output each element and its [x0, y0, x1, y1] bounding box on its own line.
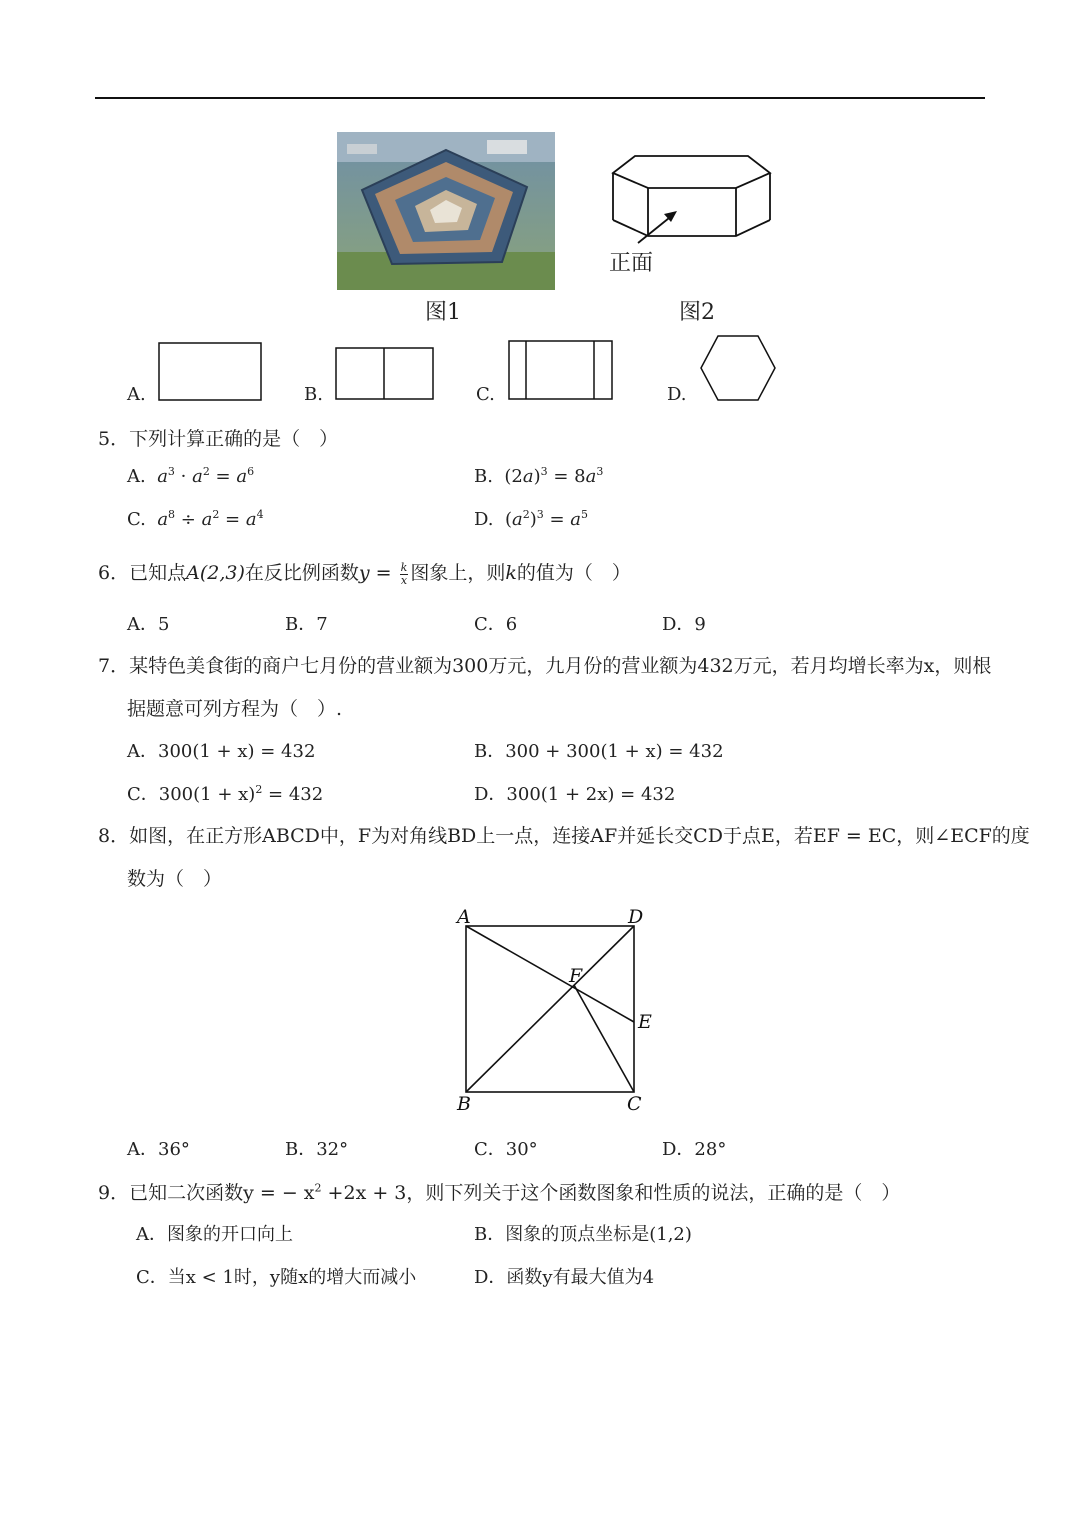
vertex-d-label: D: [628, 906, 644, 928]
q4-option-c-label: C.: [476, 384, 495, 405]
q9-option-d: D．函数y有最大值为4: [474, 1267, 655, 1288]
segment-ae: [466, 926, 634, 1022]
q4-option-d-label: D.: [667, 384, 687, 405]
q9-stem: 9．已知二次函数y = − $x^2 +2x + 3$，则下列关于这个函数图象和性质的说法，正确的是（ ）: [98, 1181, 901, 1204]
q5-option-a: A. $a^3 \cdot a^2 = a^6$: [127, 465, 255, 487]
vertex-a-label: A: [457, 906, 471, 928]
q4-option-a-label: A.: [127, 384, 146, 405]
q8-stem-line2: 数为（ ）: [127, 868, 223, 890]
q6-option-c: C．6: [474, 614, 518, 635]
q7-option-a: A．300(1 + x) = 432: [127, 741, 316, 762]
q5-option-b: B. $(2a)^3 = 8a^3$: [474, 465, 604, 487]
q8-stem-line1: 8．如图，在正方形ABCD中，F为对角线BD上一点，连接AF并延长交CD于点E，若EF = EC，则∠ECF的度: [98, 825, 1030, 847]
q6-option-d: D．9: [662, 614, 706, 635]
q6-stem: 6．已知点A(2,3)在反比例函数y = $\frac{k}{x}$ 图象上，则k的值为（ ）: [98, 560, 631, 587]
q7-option-c: C．$300(1 + x)^2 = 432$: [127, 783, 324, 805]
q7-option-b: B．300 + 300(1 + x) = 432: [474, 741, 724, 762]
q4-option-a-rectangle: [158, 342, 262, 402]
q8-option-d: D．28°: [662, 1139, 727, 1160]
q9-option-a: A．图象的开口向上: [136, 1224, 293, 1245]
q9-option-b: B．图象的顶点坐标是(1,2): [474, 1224, 692, 1245]
q6-option-b: B．7: [285, 614, 328, 635]
point-e-label: E: [638, 1011, 652, 1033]
figure2-caption: 图2: [679, 300, 715, 325]
q4-option-c-three-panel-rectangle: [508, 340, 614, 402]
front-label: 正面: [609, 251, 654, 276]
q8-option-a: A．36°: [127, 1139, 190, 1160]
q6-option-a: A．5: [127, 614, 170, 635]
q4-option-b-label: B.: [304, 384, 323, 405]
q7-option-d: D．300(1 + 2x) = 432: [474, 784, 676, 805]
diagonal-bd: [466, 926, 634, 1092]
vertex-c-label: C: [627, 1093, 642, 1115]
header-rule: [95, 97, 985, 99]
vertex-b-label: B: [457, 1093, 471, 1115]
q5-stem: 5．下列计算正确的是（ ）: [98, 428, 339, 450]
square-geometry-figure: [448, 902, 660, 1117]
segment-fc: [574, 985, 634, 1092]
q9-option-c: C．当x < 1时，y随x的增大而减小: [136, 1267, 417, 1288]
q7-stem-line1: 7．某特色美食街的商户七月份的营业额为300万元，九月份的营业额为432万元，若月均增长率为x，则根: [98, 655, 992, 677]
building-aerial-photo: [337, 132, 555, 290]
q8-option-b: B．32°: [285, 1139, 349, 1160]
q5-option-c: C. $a^8 \div a^2 = a^4$: [127, 508, 264, 530]
q5-option-d: D. $(a^2)^3 = a^5$: [474, 508, 589, 530]
q4-option-d-hexagon: [698, 334, 778, 402]
point-f-label: F: [569, 965, 583, 987]
q7-stem-line2: 据题意可列方程为（ ）.: [127, 698, 343, 720]
q4-option-b-split-rectangle: [335, 347, 435, 401]
q8-option-c: C．30°: [474, 1139, 538, 1160]
figure1-caption: 图1: [425, 300, 461, 325]
